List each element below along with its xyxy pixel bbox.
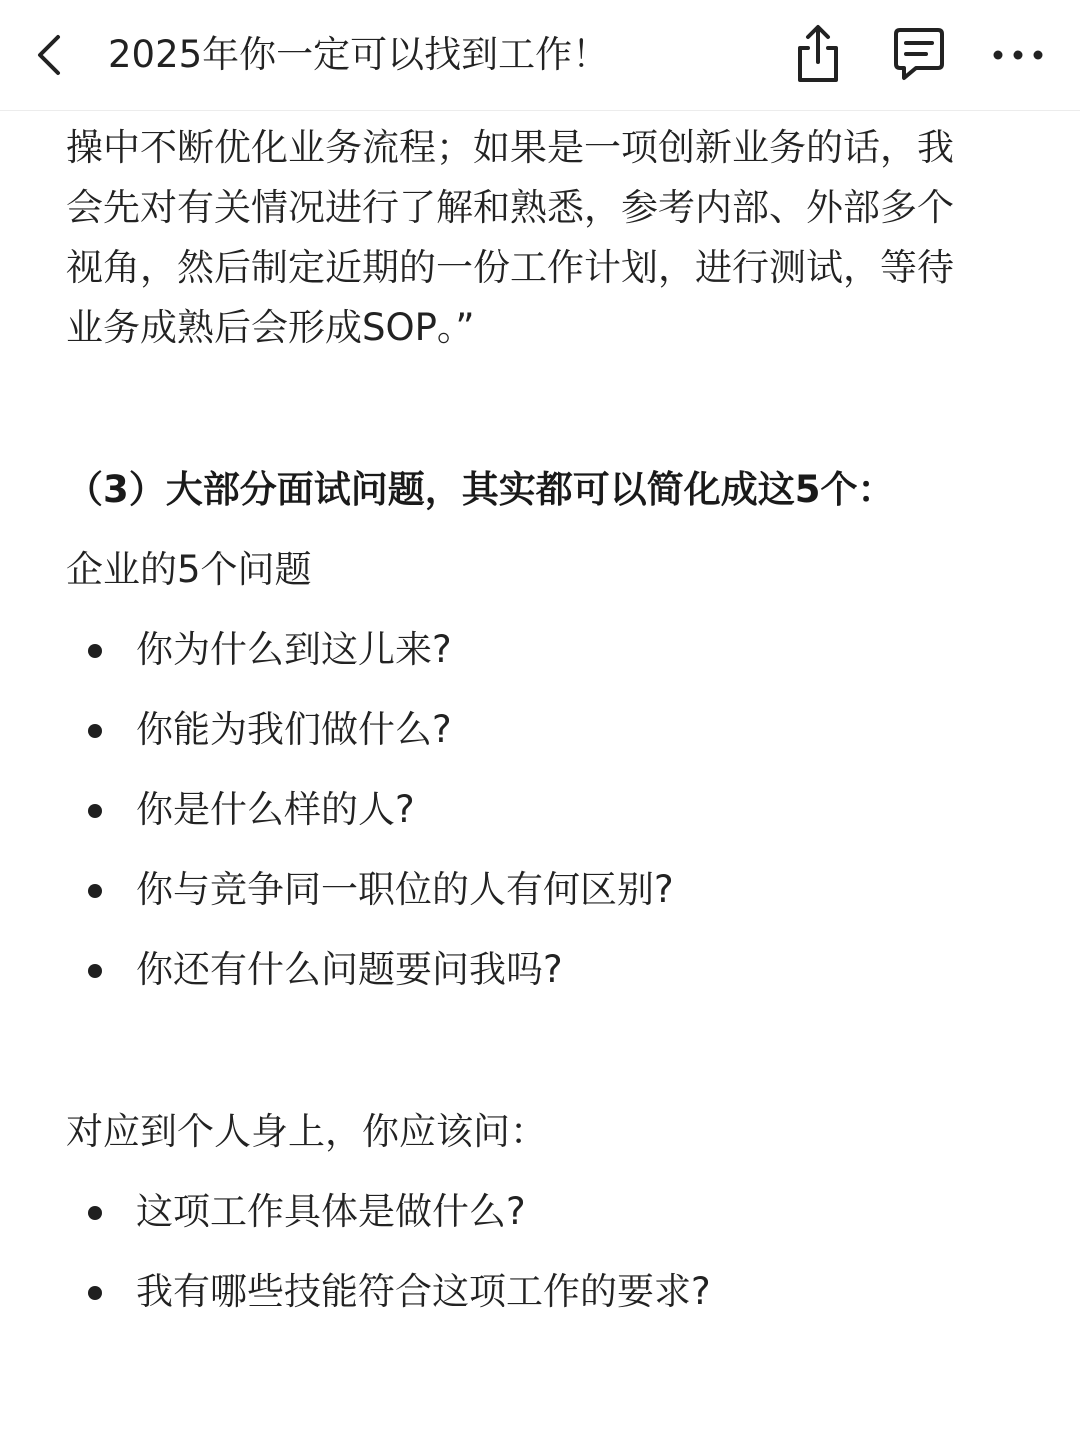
paragraph-line: 会先对有关情况进行了解和熟悉，参考内部、外部多个: [66, 186, 954, 229]
bullet-dot-icon: [88, 1286, 102, 1300]
page-title: 2025年你一定可以找到工作！: [108, 33, 610, 76]
list-item-text: 你是什么样的人?: [136, 788, 415, 831]
share-button[interactable]: [786, 22, 850, 86]
comment-icon: [886, 22, 950, 86]
list-item: [66, 700, 1006, 760]
list-item-text: 你与竞争同一职位的人有何区别?: [136, 868, 674, 911]
list-item-text: 你能为我们做什么?: [136, 708, 452, 751]
more-horizontal-icon: [986, 22, 1050, 86]
list-item-text: 你为什么到这儿来?: [136, 628, 452, 671]
bullet-dot-icon: [88, 724, 102, 738]
list-item: [66, 860, 1006, 920]
share-icon: [786, 22, 850, 86]
article-intro-paragraph: [66, 118, 1006, 358]
section-heading: （3）大部分面试问题，其实都可以简化成这5个：: [66, 468, 895, 511]
list-item: [66, 620, 1006, 680]
list-item: [66, 1262, 1006, 1322]
company-questions-title: 企业的5个问题: [66, 548, 312, 591]
personal-questions-title: 对应到个人身上，你应该问：: [66, 1110, 547, 1153]
top-navigation-bar: [0, 0, 1080, 111]
comment-button[interactable]: [886, 22, 950, 86]
bullet-dot-icon: [88, 964, 102, 978]
back-button[interactable]: [28, 30, 72, 80]
more-options-button[interactable]: [986, 22, 1050, 86]
list-item: [66, 780, 1006, 840]
paragraph-line: 操中不断优化业务流程；如果是一项创新业务的话，我: [66, 126, 954, 169]
paragraph-line: 视角，然后制定近期的一份工作计划，进行测试，等待: [66, 246, 954, 289]
paragraph-line: 业务成熟后会形成SOP。”: [66, 306, 475, 349]
list-item: [66, 1182, 1006, 1242]
bullet-dot-icon: [88, 644, 102, 658]
bullet-dot-icon: [88, 1206, 102, 1220]
chevron-left-icon: [28, 30, 72, 80]
list-item-text: 你还有什么问题要问我吗?: [136, 948, 563, 991]
list-item-text: 这项工作具体是做什么?: [136, 1190, 526, 1233]
list-item: [66, 940, 1006, 1000]
bullet-dot-icon: [88, 804, 102, 818]
bullet-dot-icon: [88, 884, 102, 898]
list-item-text: 我有哪些技能符合这项工作的要求?: [136, 1270, 711, 1313]
